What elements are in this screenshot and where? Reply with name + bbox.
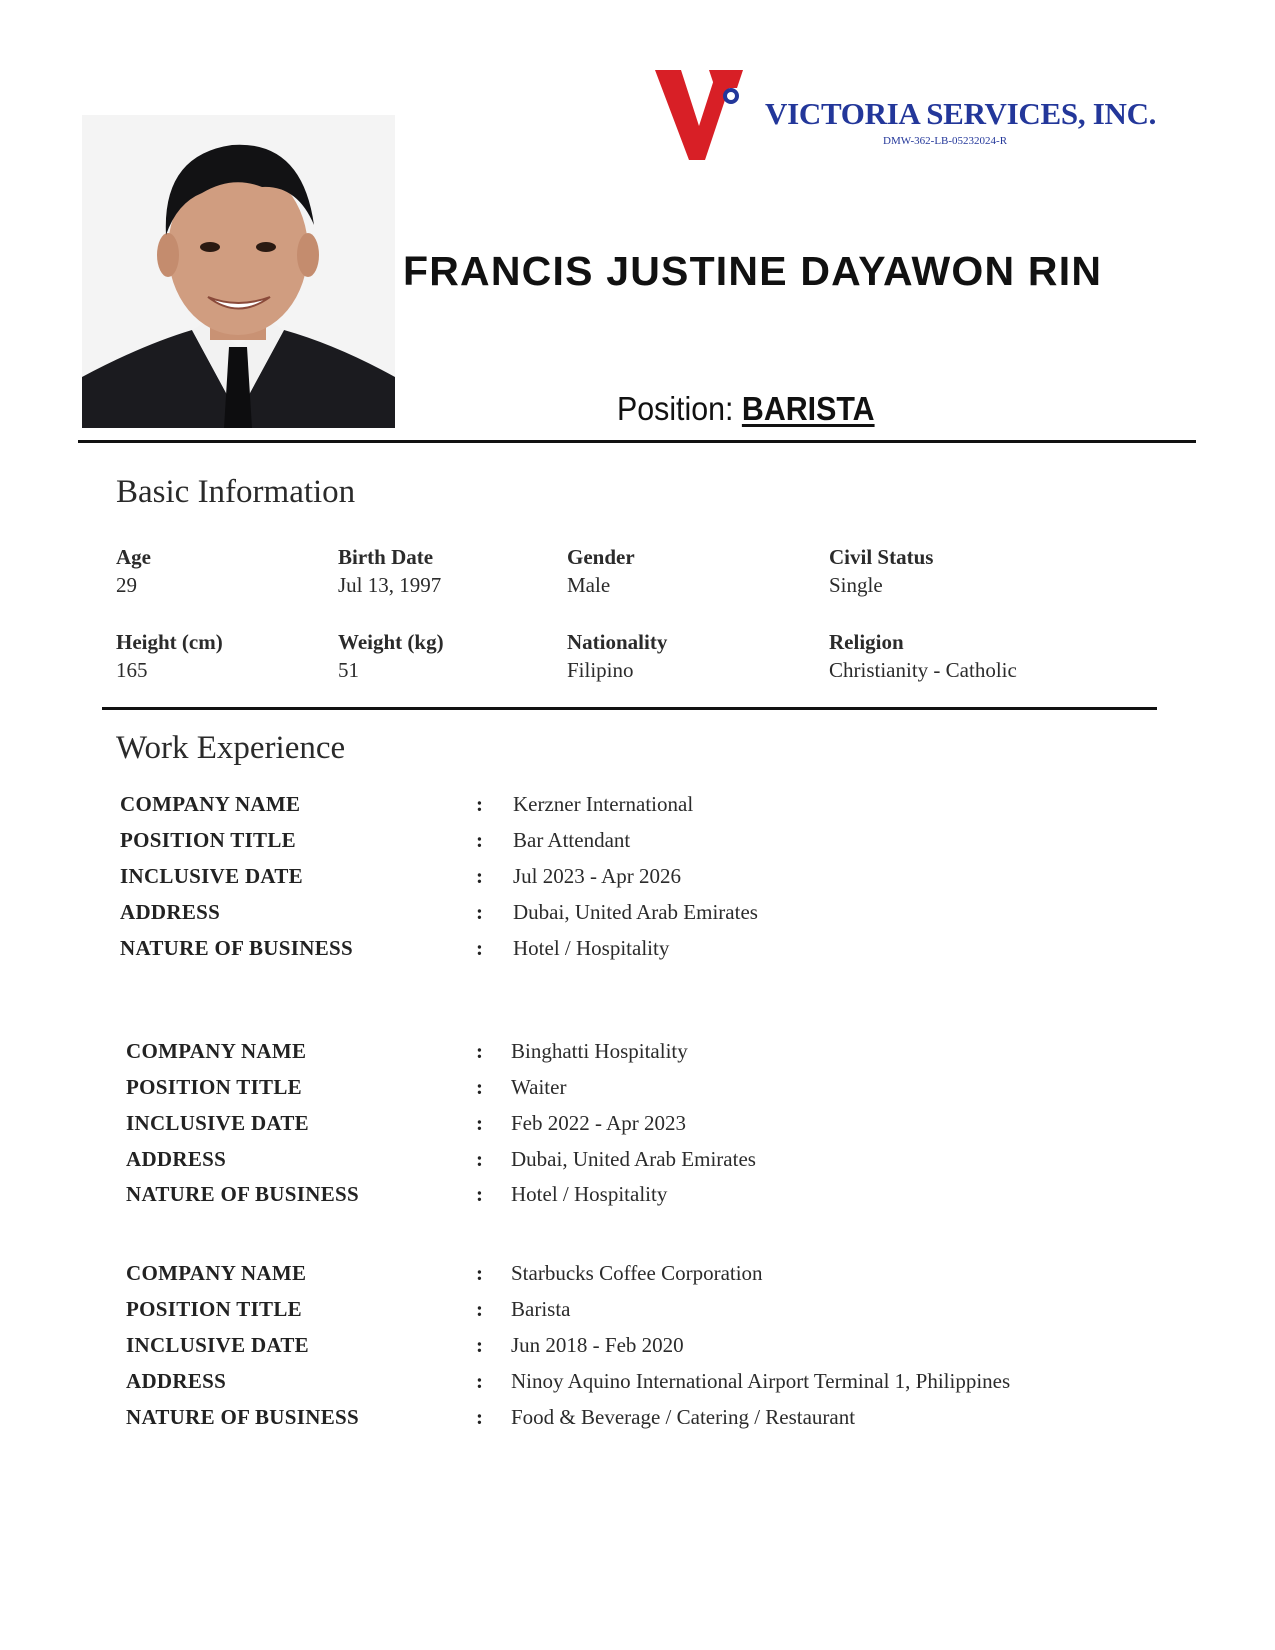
field-label: Religion bbox=[829, 630, 904, 654]
row-label: INCLUSIVE DATE bbox=[120, 864, 303, 888]
row-label: COMPANY NAME bbox=[126, 1039, 307, 1063]
field-label: Gender bbox=[567, 545, 635, 569]
row-value: Jun 2018 - Feb 2020 bbox=[511, 1333, 684, 1357]
work-row-nature-of-business bbox=[126, 1182, 1226, 1218]
field-label: Height (cm) bbox=[116, 630, 223, 654]
position-label: Position: bbox=[617, 390, 734, 427]
field-value: Male bbox=[567, 573, 611, 597]
row-label: NATURE OF BUSINESS bbox=[126, 1182, 359, 1206]
row-separator: : bbox=[476, 1261, 483, 1285]
field-weight bbox=[338, 628, 444, 684]
divider-top bbox=[78, 440, 1196, 443]
row-label: INCLUSIVE DATE bbox=[126, 1111, 309, 1135]
row-label: NATURE OF BUSINESS bbox=[126, 1405, 359, 1429]
row-separator: : bbox=[476, 792, 483, 816]
row-separator: : bbox=[476, 1182, 483, 1206]
work-row-company-name bbox=[120, 792, 1220, 828]
work-row-inclusive-date bbox=[126, 1333, 1226, 1369]
row-value: Food & Beverage / Catering / Restaurant bbox=[511, 1405, 856, 1429]
work-row-inclusive-date bbox=[120, 864, 1220, 900]
row-label: ADDRESS bbox=[126, 1147, 227, 1171]
row-label: ADDRESS bbox=[126, 1369, 227, 1393]
divider-middle bbox=[102, 707, 1157, 710]
work-row-address bbox=[126, 1369, 1226, 1405]
row-value: Dubai, United Arab Emirates bbox=[513, 900, 758, 924]
row-separator: : bbox=[476, 828, 483, 852]
row-separator: : bbox=[476, 900, 483, 924]
field-value: Single bbox=[829, 573, 883, 597]
company-name: VICTORIA SERVICES, INC. bbox=[765, 96, 1157, 131]
row-separator: : bbox=[476, 1405, 483, 1429]
row-label: POSITION TITLE bbox=[120, 828, 296, 852]
person-portrait-icon bbox=[82, 115, 395, 428]
row-value: Ninoy Aquino International Airport Terminal 1, Philippines bbox=[511, 1369, 1011, 1393]
field-religion bbox=[829, 628, 1017, 684]
candidate-photo bbox=[82, 115, 395, 428]
field-value: Christianity - Catholic bbox=[829, 658, 1017, 682]
work-row-address bbox=[120, 900, 1220, 936]
row-separator: : bbox=[476, 1075, 483, 1099]
field-height bbox=[116, 628, 223, 684]
row-label: NATURE OF BUSINESS bbox=[120, 936, 353, 960]
position-line bbox=[617, 390, 875, 428]
work-row-nature-of-business bbox=[120, 936, 1220, 972]
row-separator: : bbox=[476, 1333, 483, 1357]
row-value: Jul 2023 - Apr 2026 bbox=[513, 864, 681, 888]
row-value: Dubai, United Arab Emirates bbox=[511, 1147, 756, 1171]
field-civil-status bbox=[829, 543, 933, 599]
field-value: Jul 13, 1997 bbox=[338, 573, 442, 597]
row-label: COMPANY NAME bbox=[126, 1261, 307, 1285]
row-separator: : bbox=[476, 1369, 483, 1393]
work-row-position-title bbox=[126, 1075, 1226, 1111]
row-label: POSITION TITLE bbox=[126, 1297, 302, 1321]
company-license-number: DMW-362-LB-05232024-R bbox=[883, 135, 1008, 147]
row-value: Hotel / Hospitality bbox=[513, 936, 670, 960]
basic-information-heading: Basic Information bbox=[116, 474, 356, 510]
field-label: Civil Status bbox=[829, 545, 934, 569]
company-logo bbox=[655, 70, 1157, 160]
work-row-position-title bbox=[126, 1297, 1226, 1333]
field-value: Filipino bbox=[567, 658, 634, 682]
row-separator: : bbox=[476, 1297, 483, 1321]
work-row-company-name bbox=[126, 1261, 1226, 1297]
work-row-nature-of-business bbox=[126, 1405, 1226, 1441]
field-label: Weight (kg) bbox=[338, 630, 444, 654]
position-value: BARISTA bbox=[741, 390, 875, 427]
row-separator: : bbox=[476, 1039, 483, 1063]
field-nationality bbox=[567, 628, 667, 684]
row-value: Hotel / Hospitality bbox=[511, 1182, 668, 1206]
victoria-logo-mark-icon bbox=[655, 70, 750, 160]
field-value: 29 bbox=[116, 573, 137, 597]
work-row-inclusive-date bbox=[126, 1111, 1226, 1147]
field-gender bbox=[567, 543, 635, 599]
row-label: COMPANY NAME bbox=[120, 792, 301, 816]
row-label: ADDRESS bbox=[120, 900, 221, 924]
field-birth-date bbox=[338, 543, 441, 599]
field-value: 165 bbox=[116, 658, 148, 682]
row-value: Kerzner International bbox=[513, 792, 694, 816]
row-value: Waiter bbox=[511, 1075, 567, 1099]
field-value: 51 bbox=[338, 658, 359, 682]
field-label: Birth Date bbox=[338, 545, 434, 569]
row-value: Bar Attendant bbox=[513, 828, 631, 852]
row-value: Binghatti Hospitality bbox=[511, 1039, 688, 1063]
work-experience-heading: Work Experience bbox=[116, 730, 346, 766]
row-label: INCLUSIVE DATE bbox=[126, 1333, 309, 1357]
row-separator: : bbox=[476, 936, 483, 960]
work-row-company-name bbox=[126, 1039, 1226, 1075]
field-age bbox=[116, 543, 151, 599]
row-value: Barista bbox=[511, 1297, 571, 1321]
field-label: Nationality bbox=[567, 630, 668, 654]
candidate-name: FRANCIS JUSTINE DAYAWON RIN bbox=[403, 248, 1103, 294]
row-label: POSITION TITLE bbox=[126, 1075, 302, 1099]
row-separator: : bbox=[476, 864, 483, 888]
work-row-position-title bbox=[120, 828, 1220, 864]
work-row-address bbox=[126, 1147, 1226, 1183]
row-separator: : bbox=[476, 1111, 483, 1135]
row-value: Feb 2022 - Apr 2023 bbox=[511, 1111, 686, 1135]
row-value: Starbucks Coffee Corporation bbox=[511, 1261, 763, 1285]
field-label: Age bbox=[116, 545, 151, 569]
row-separator: : bbox=[476, 1147, 483, 1171]
